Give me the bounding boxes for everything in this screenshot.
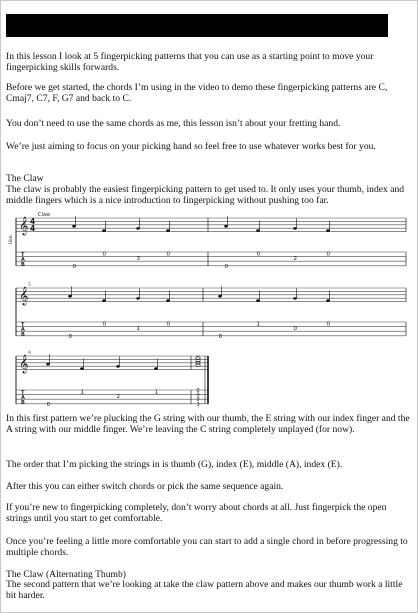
tab-clef-letter: T [21, 390, 25, 396]
tab-number: 0 [102, 321, 106, 328]
treble-clef-icon: 𝄞 [19, 354, 29, 373]
alternating-thumb-description: The second pattern that we’re looking at take the claw pattern above and makes our thumb work a little bit harder. [6, 579, 403, 601]
intro-paragraph: In this lesson I look at 5 fingerpicking patterns that you can use as a starting point to move your fingerpicking skills forwards. [6, 51, 374, 73]
treble-clef-icon: 𝄞 [19, 286, 29, 305]
note-head [326, 229, 330, 232]
fretting-hand-paragraph: You don’t need to use the same chords as me, this lesson isn’t about your fretting hand. [6, 118, 341, 129]
claw-description: The claw is probably the easiest fingerpicking pattern to get used to. It only uses your thumb, index and middle fingers which is a nice introduction to fingerpicking without pushing too far. [6, 184, 405, 206]
note-head [256, 299, 260, 302]
tab-number: 0 [218, 333, 222, 340]
lesson-title-banner [6, 14, 388, 37]
note-head [218, 295, 222, 298]
measure-number: 9 [28, 351, 31, 356]
tab-number: 0 [46, 401, 50, 408]
tab-number: 0 [326, 321, 330, 328]
note-head [166, 299, 170, 302]
tab-number: 0 [224, 263, 228, 270]
beginner-tip-paragraph: If you’re new to fingerpicking completely, don’t worry about chords at all. Just fingerpick the open strings until you start to get comfortable. [6, 502, 387, 524]
note-head [293, 227, 297, 230]
note-head [256, 229, 260, 232]
tab-clef-letter: A [21, 395, 25, 401]
chords-paragraph: Before we get started, the chords I’m using in the video to demo these fingerpicking patterns are C, Cmaj7, C7, F, G7 and back to C. [6, 82, 388, 104]
tab-clef-letter: B [21, 400, 25, 406]
claw-heading: The Claw [6, 173, 44, 184]
tab-number: 1 [256, 321, 260, 328]
treble-clef-icon: 𝄞 [19, 216, 29, 235]
picking-order-paragraph: The order that I’m picking the strings in is thumb (G), index (E), middle (A), index (E). [6, 459, 343, 470]
tab-clef-letter: A [21, 257, 25, 263]
final-chord-number: 0 [196, 392, 200, 399]
note-head [46, 363, 50, 366]
note-head [166, 229, 170, 232]
tab-clef-letter: T [21, 252, 25, 258]
section-label: Claw [38, 212, 51, 218]
note-head [102, 299, 106, 302]
tablature-figure [8, 210, 410, 410]
tab-number: 1 [154, 389, 158, 396]
final-chord-number: 0 [196, 388, 200, 394]
note-head [293, 297, 297, 300]
measure-number: 5 [28, 283, 31, 288]
note-head [116, 365, 120, 368]
note-head [68, 295, 72, 298]
tab-number: 2 [293, 256, 297, 263]
tab-number: 0 [326, 251, 330, 258]
note-head [102, 229, 106, 232]
tab-number: 1 [136, 326, 140, 333]
tab-number: 0 [72, 263, 76, 270]
final-chord-number: 3 [196, 401, 200, 408]
tab-number: 0 [166, 251, 170, 258]
note-head [326, 299, 330, 302]
claw-pattern-explanation: In this first pattern we’re plucking the G string with our thumb, the E string with our index finger and the A string with our middle finger. We’re leaving the C string completely unplayed (for now). [6, 413, 410, 435]
tab-number: 0 [102, 251, 106, 258]
tab-clef-letter: T [21, 322, 25, 328]
tab-number: 3 [136, 256, 140, 263]
note-head [72, 225, 76, 228]
tab-number: 0 [68, 333, 72, 340]
instrument-label: Uke. [9, 234, 14, 244]
tab-number: 0 [293, 326, 297, 333]
switch-chords-paragraph: After this you can either switch chords or pick the same sequence again. [6, 481, 284, 492]
alternating-thumb-heading: The Claw (Alternating Thumb) [6, 569, 126, 580]
note-head [154, 367, 158, 370]
note-head [224, 225, 228, 228]
time-signature-bottom: 4 [30, 224, 36, 233]
tab-clef-letter: B [21, 262, 25, 268]
tab-number: 2 [116, 394, 120, 401]
tab-clef-letter: B [21, 332, 25, 338]
tab-number: 0 [256, 251, 260, 258]
note-head [136, 297, 140, 300]
note-head [136, 227, 140, 230]
tab-number: 1 [80, 389, 84, 396]
tab-clef-letter: A [21, 327, 25, 333]
tablature-svg [8, 210, 410, 410]
final-chord-number: 0 [196, 397, 200, 404]
time-signature-top: 4 [30, 217, 36, 226]
tab-number: 0 [166, 321, 170, 328]
picking-hand-paragraph: We’re just aiming to focus on your picking hand so feel free to use whatever works best for you. [6, 141, 376, 152]
note-head [80, 367, 84, 370]
single-chord-paragraph: Once you’re feeling a little more comfortable you can start to add a single chord in before progressing to multiple chords. [6, 536, 408, 558]
